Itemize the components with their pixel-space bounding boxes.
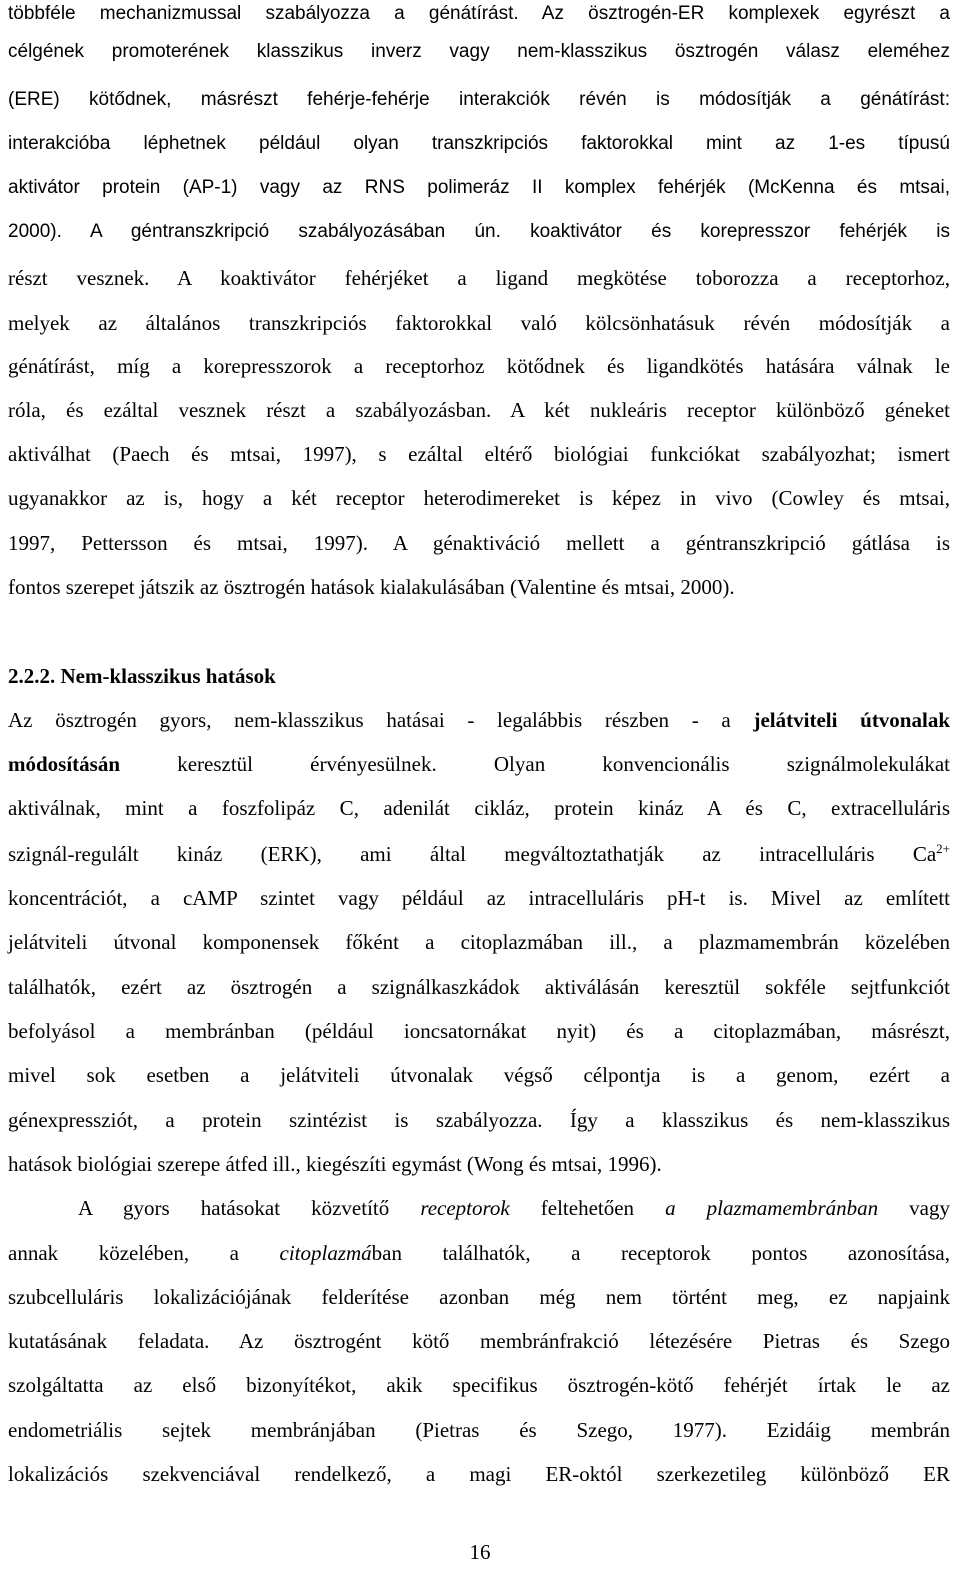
text-line: róla, és ezáltal vesznek részt a szabályozásban. A két nukleáris receptor különböző géneket <box>8 398 950 422</box>
text-line: 1997, Pettersson és mtsai, 1997). A génaktiváció mellett a géntranszkripció gátlása is <box>8 531 950 555</box>
text-line <box>8 1239 950 1267</box>
superscript: 2+ <box>936 841 950 856</box>
text-line: lokalizációs szekvenciával rendelkező, a magi ER-októl szerkezetileg különböző ER <box>8 1462 950 1486</box>
text-line: endometriális sejtek membránjában (Pietras és Szego, 1977). Ezidáig membrán <box>8 1418 950 1442</box>
text-line: hatások biológiai szerepe átfed ill., kiegészíti egymást (Wong és mtsai, 1996). <box>8 1152 662 1176</box>
text-run: A gyors hatásokat közvetítő <box>78 1196 421 1220</box>
text-line: génexpressziót, a protein szintézist is szabályozza. Így a klasszikus és nem-klasszikus <box>8 1108 950 1132</box>
text-line: melyek az általános transzkripciós faktorokkal való kölcsönhatásuk révén módosítják a <box>8 311 950 335</box>
text-run: annak közelében, a <box>8 1241 280 1265</box>
text-line: fontos szerepet játszik az ösztrogén hatások kialakulásában (Valentine és mtsai, 2000). <box>8 575 735 599</box>
text-line: befolyásol a membránban (például ioncsatornákat nyit) és a citoplazmában, másrészt, <box>8 1019 950 1043</box>
text-line: részt vesznek. A koaktivátor fehérjéket a ligand megkötése toborozza a receptorhoz, <box>8 266 950 290</box>
text-line: célgének promoterének klasszikus inverz vagy nem-klasszikus ösztrogén válasz eleméhez <box>8 41 950 62</box>
bold-text: jelátviteli útvonalak <box>753 708 950 732</box>
text-line: többféle mechanizmussal szabályozza a génátírást. Az ösztrogén-ER komplexek egyrészt a <box>8 3 950 24</box>
text-line: interakcióba léphetnek például olyan transzkripciós faktorokkal mint az 1-es típusú <box>8 133 950 154</box>
text-line: (ERE) kötődnek, másrészt fehérje-fehérje interakciók révén is módosítják a génátírást: <box>8 89 950 110</box>
section-heading <box>8 662 950 690</box>
text-line: ugyanakkor az is, hogy a két receptor heterodimereket is képez in vivo (Cowley és mtsai, <box>8 486 950 510</box>
text-line: jelátviteli útvonal komponensek főként a citoplazmában ill., a plazmamembrán közelében <box>8 930 950 954</box>
text-line <box>8 706 950 734</box>
text-line: 2000). A géntranszkripció szabályozásában ún. koaktivátor és korepresszor fehérjék is <box>8 221 950 242</box>
page-number: 16 <box>469 1540 491 1564</box>
text-run: vagy <box>878 1196 951 1220</box>
text-run: keresztül érvényesülnek. Olyan konvencionális szignálmolekulákat <box>120 752 950 776</box>
text-line: aktiválhat (Paech és mtsai, 1997), s ezáltal eltérő biológiai funkciókat szabályozhat; ismert <box>8 442 950 466</box>
text-line: kutatásának feladata. Az ösztrogént kötő membránfrakció létezésére Pietras és Szego <box>8 1329 950 1353</box>
text-line: aktivátor protein (AP-1) vagy az RNS polimeráz II komplex fehérjék (McKenna és mtsai, <box>8 177 950 198</box>
section-title: Nem-klasszikus hatások <box>60 664 276 688</box>
text-line: aktiválnak, mint a foszfolipáz C, adenilát cikláz, protein kináz A és C, extracelluláris <box>8 796 950 820</box>
text-line: génátírást, míg a korepresszorok a receptorhoz kötődnek és ligandkötés hatására válnak le <box>8 354 950 378</box>
text-line: mivel sok esetben a jelátviteli útvonalak végső célpontja is a genom, ezért a <box>8 1063 950 1087</box>
text-line <box>8 750 950 778</box>
text-line: koncentrációt, a cAMP szintet vagy például az intracelluláris pH-t is. Mivel az említett <box>8 886 950 910</box>
text-run: feltehetően <box>509 1196 666 1220</box>
text-line: találhatók, ezért az ösztrogén a szignálkaszkádok aktiválásán keresztül sokféle sejtfunkciót <box>8 975 950 999</box>
text-line: szolgáltatta az első bizonyítékot, akik specifikus ösztrogén-kötő fehérjét írtak le az <box>8 1373 950 1397</box>
text-run: ban találhatók, a receptorok pontos azonosítása, <box>371 1241 950 1265</box>
section-number: 2.2.2. <box>8 664 56 688</box>
italic-text: a plazmamembránban <box>665 1196 879 1220</box>
text-line <box>8 840 950 868</box>
text-run: szignál-regulált kináz (ERK), ami által megváltoztathatják az intracelluláris Ca <box>8 842 937 866</box>
text-line: szubcelluláris lokalizációjának felderítése azonban még nem történt meg, ez napjaink <box>8 1285 950 1309</box>
italic-text: citoplazmá <box>279 1241 372 1265</box>
bold-text: módosításán <box>8 752 121 776</box>
italic-text: receptorok <box>420 1196 510 1220</box>
text-run: Az ösztrogén gyors, nem-klasszikus hatásai - legalábbis részben - a <box>8 708 754 732</box>
text-line <box>8 1194 950 1222</box>
